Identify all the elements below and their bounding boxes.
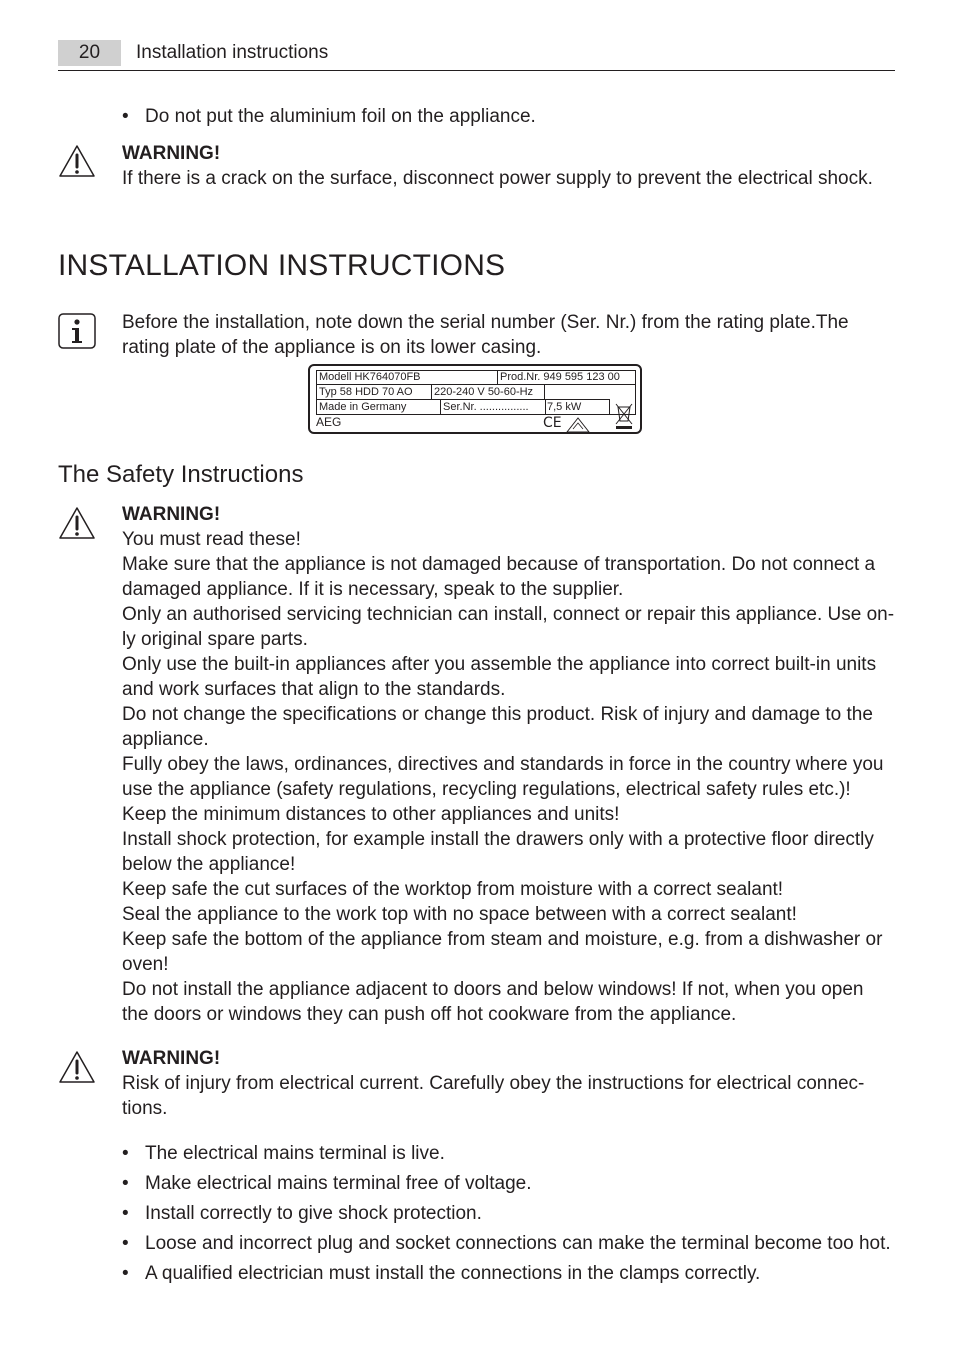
safety-paragraph: Only an authorised servicing technician can install, connect or repair this appliance. Use on-ly original spare parts. (122, 604, 895, 650)
list-item: • A qualified electrician must install the connections in the clamps correctly. (122, 1263, 761, 1284)
list-item: • The electrical mains terminal is live. (122, 1143, 445, 1164)
rating-plate-power: 7,5 kW (547, 401, 582, 413)
weee-bin-icon (613, 401, 635, 431)
safety-paragraph: Keep the minimum distances to other appliances and units! (122, 804, 620, 825)
list-item: • Install correctly to give shock protection. (122, 1203, 482, 1224)
safety-paragraph: Only use the built-in appliances after you assemble the appliance into correct built-in units and work surfaces that align to the standards. (122, 654, 877, 700)
info-icon (58, 313, 96, 349)
safety-paragraph: You must read these! (122, 529, 301, 550)
safety-paragraph: Keep safe the cut surfaces of the worktop from moisture with a correct sealant! (122, 879, 784, 900)
rating-plate-made-in: Made in Germany (319, 401, 407, 413)
safety-paragraph: Install shock protection, for example install the drawers only with a protective floor directly below the appliance! (122, 829, 874, 875)
safety-paragraph: Keep safe the bottom of the appliance from steam and moisture, e.g. from a dishwasher or oven! (122, 929, 883, 975)
info-note-text: note down the serial number (Ser. Nr.) from the rating plate.The rating plate of the appliance is on its lower casing. (122, 312, 849, 358)
warning-triangle-icon (58, 144, 96, 178)
safety-paragraph: Do not change the specifications or change this product. Risk of injury and damage to the appliance. (122, 704, 873, 750)
list-item: • Make electrical mains terminal free of voltage. (122, 1173, 532, 1194)
warning-2 (122, 502, 895, 1027)
safety-paragraph: Make sure that the appliance is not damaged because of transportation. Do not connect a damaged appliance. If it is necessary, speak to the supplier. (122, 554, 876, 600)
warning-3 (122, 1046, 895, 1121)
page-number: 20 (58, 40, 121, 66)
warning-3-title: WARNING! (122, 1048, 221, 1069)
warning-2-title: WARNING! (122, 504, 221, 525)
header-divider (58, 70, 895, 71)
header-section-title: Installation instructions (136, 42, 329, 63)
rating-plate-voltage: 220-240 V 50-60-Hz (434, 386, 534, 398)
safety-heading: The Safety Instructions (58, 461, 304, 488)
warning-triangle-icon (58, 506, 96, 540)
rating-plate-brand: AEG (316, 415, 342, 429)
list-item: • Loose and incorrect plug and socket connections can make the terminal become too hot. (122, 1233, 891, 1254)
safety-paragraph: Do not install the appliance adjacent to doors and below windows! If not, when you open the doors or windows they can push off hot cookware from the appliance. (122, 979, 864, 1025)
page-title: INSTALLATION INSTRUCTIONS (58, 249, 506, 282)
warning-triangle-icon (58, 1050, 96, 1084)
intro-bullet-item: • Do not put the aluminium foil on the appliance. (122, 106, 536, 127)
warning-3-text: Risk of injury from electrical current. Carefully obey the instructions for electrical connec-tions. (122, 1073, 865, 1119)
info-note (122, 310, 895, 360)
certification-triangle-icon (566, 417, 590, 433)
warning-1 (122, 141, 895, 191)
rating-plate-model: Modell HK764070FB (319, 371, 421, 383)
warning-1-title: WARNING! (122, 143, 221, 164)
rating-plate-prod-nr: Prod.Nr. 949 595 123 00 (500, 371, 620, 383)
warning-1-text: If there is a crack on the surface, disconnect power supply to prevent the electrical shock. (122, 168, 873, 189)
intro-bullet-text: Do not put the aluminium foil on the appliance. (145, 106, 536, 127)
info-note-lead: Before the installation, (122, 312, 311, 333)
ce-mark: CE (543, 415, 562, 431)
rating-plate (308, 364, 642, 434)
safety-paragraph: Seal the appliance to the work top with no space between with a correct sealant! (122, 904, 797, 925)
rating-plate-type: Typ 58 HDD 70 AO (319, 386, 413, 398)
safety-paragraph: Fully obey the laws, ordinances, directives and standards in force in the country where you use the appliance (safety regulations, recycling regulations, electrical safety rules etc.)! (122, 754, 884, 800)
rating-plate-ser-nr: Ser.Nr. ................ (443, 401, 529, 413)
